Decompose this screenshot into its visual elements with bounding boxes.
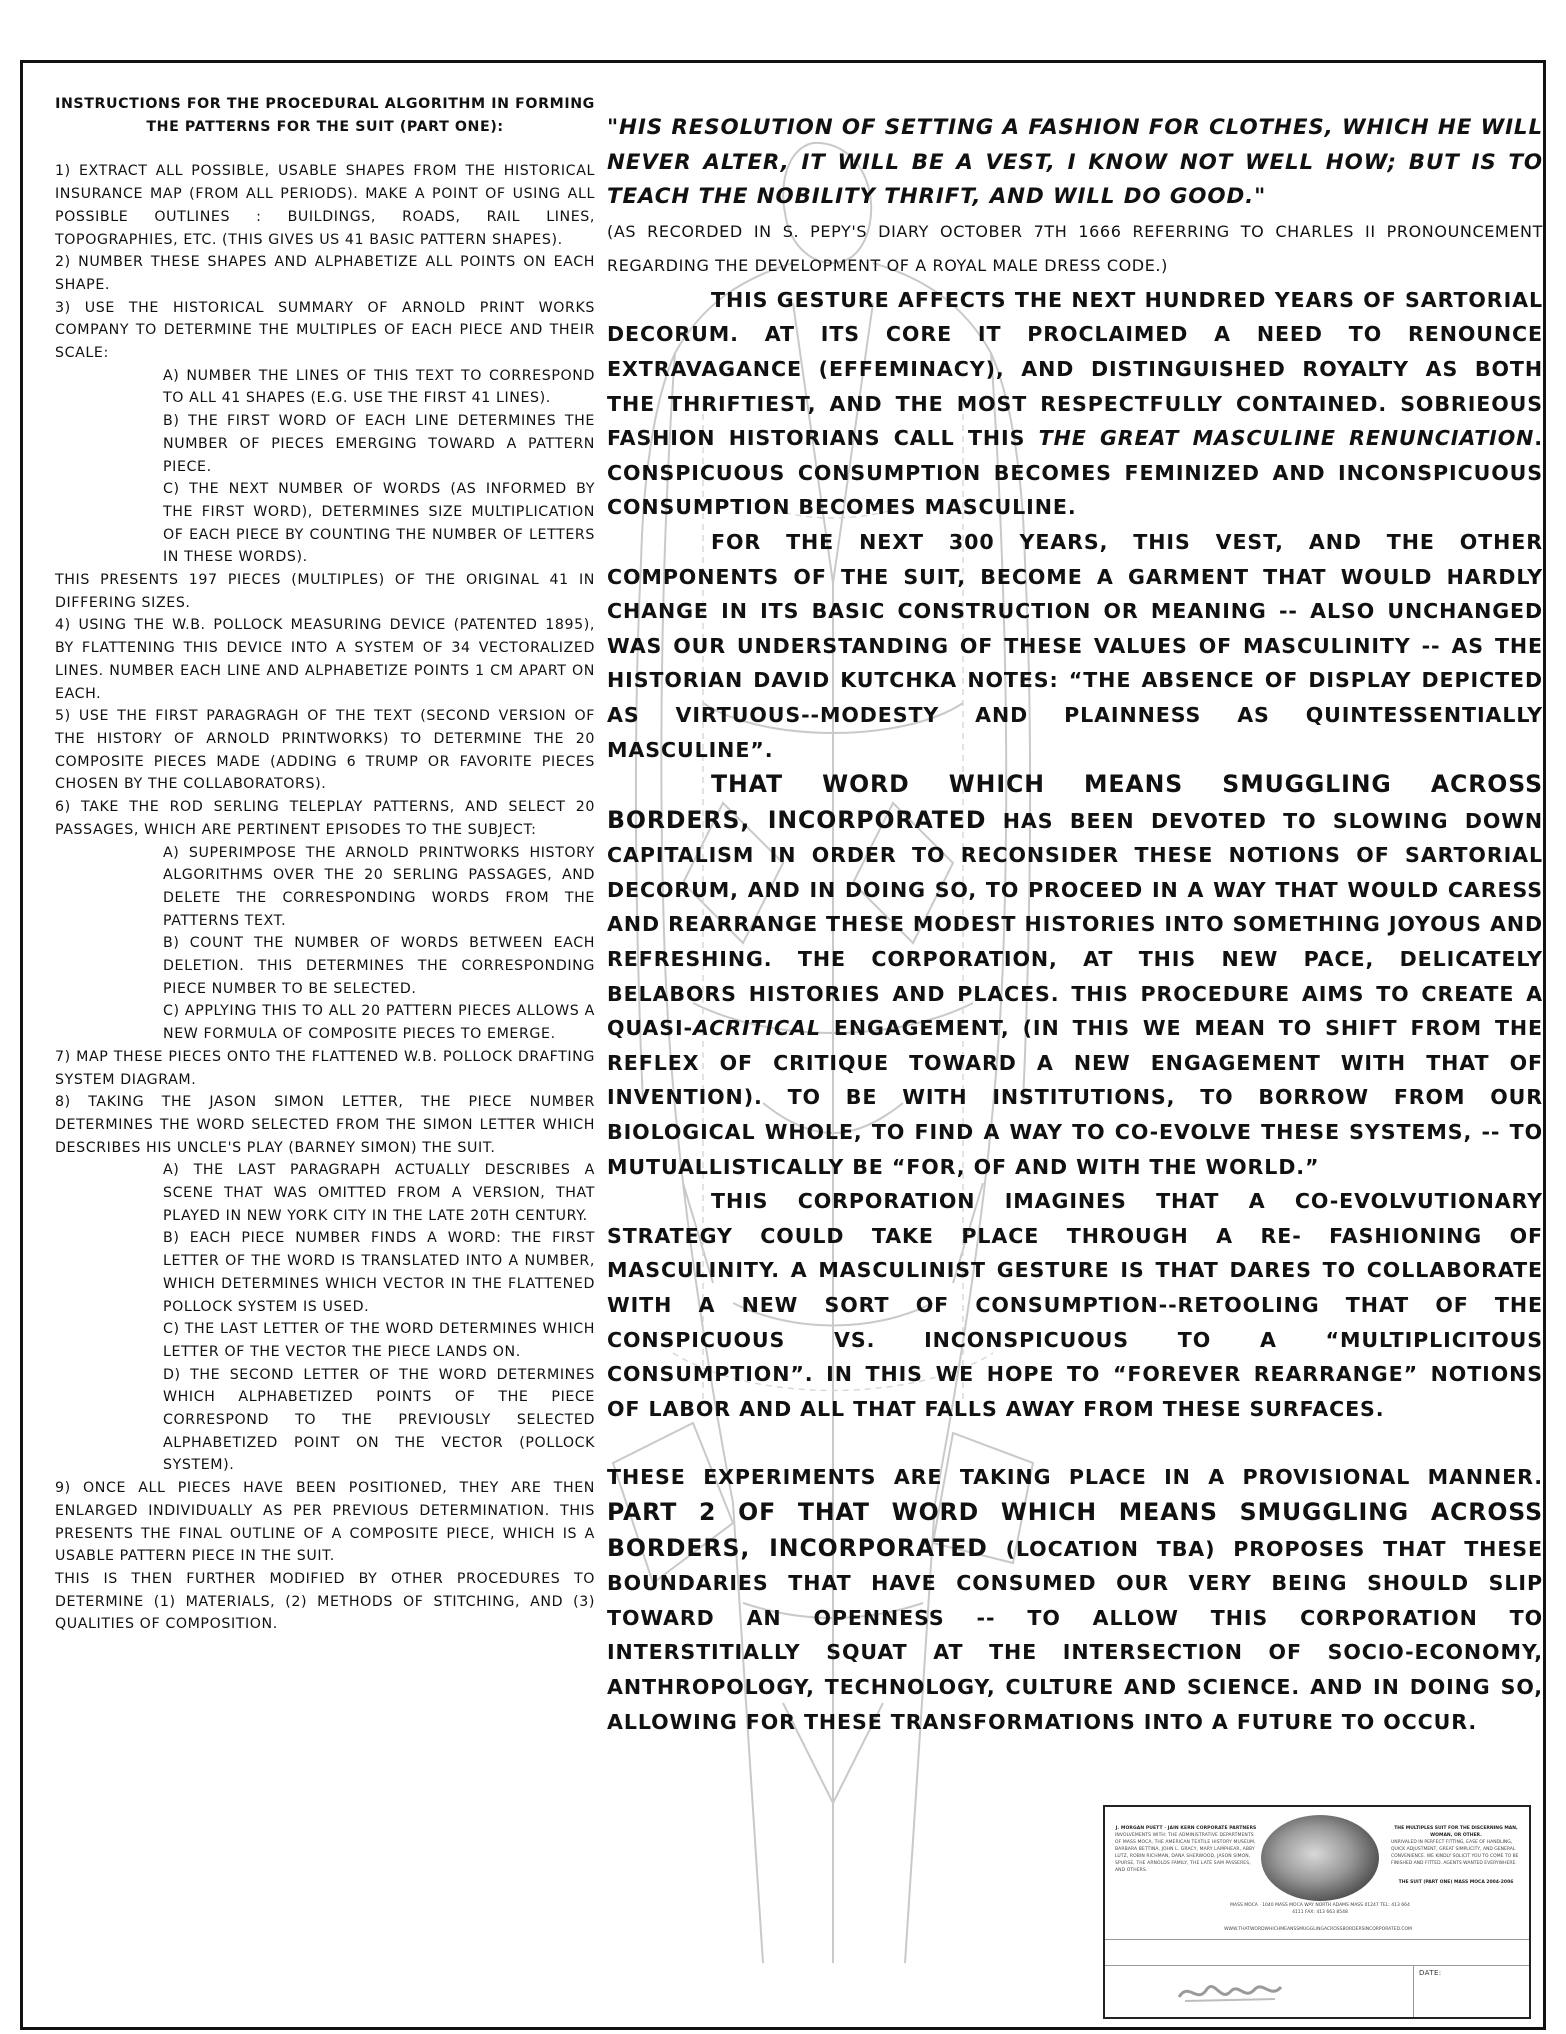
instruction-item: THIS PRESENTS 197 PIECES (MULTIPLES) OF THE ORIGINAL 41 IN DIFFERING SIZES. bbox=[55, 572, 595, 611]
document-sheet bbox=[20, 60, 1546, 2030]
instructions-heading-line-2: THE PATTERNS FOR THE SUIT (PART ONE): bbox=[146, 118, 504, 135]
instruction-item: A) THE LAST PARAGRAPH ACTUALLY DESCRIBES A SCENE THAT WAS OMITTED FROM A VERSION, THAT PLAYED IN NEW YORK CITY IN THE LATE 20TH CENTURY. bbox=[163, 1162, 595, 1224]
instruction-item: D) THE SECOND LETTER OF THE WORD DETERMINES WHICH ALPHABETIZED POINTS OF THE PIECE CORRESPOND TO THE PREVIOUSLY SELECTED ALPHABETIZED POINT ON THE VECTOR (POLLOCK SYSTEM). bbox=[163, 1366, 595, 1474]
instruction-item: 6) TAKE THE ROD SERLING TELEPLAY PATTERNS, AND SELECT 20 PASSAGES, WHICH ARE PERTINENT EPISODES TO THE SUBJECT: bbox=[55, 799, 595, 838]
instruction-item: 4) USING THE W.B. POLLOCK MEASURING DEVICE (PATENTED 1895), BY FLATTENING THIS DEVICE INTO A SYSTEM OF 34 VECTORALIZED LINES. NUMBER EACH LINE AND ALPHABETIZE POINTS 1 CM APART ON EACH. bbox=[55, 617, 595, 702]
instruction-item: B) EACH PIECE NUMBER FINDS A WORD: THE FIRST LETTER OF THE WORD IS TRANSLATED INTO A NUMBER, WHICH DETERMINES WHICH VECTOR IN THE FLATTENED POLLOCK SYSTEM IS USED. bbox=[163, 1230, 595, 1315]
card-suit-text: THE MULTIPLES SUIT FOR THE DISCERNING MAN, WOMAN, OR OTHER. UNRIVALED IN PERFECT FITTING, EASE OF HANDLING, QUICK ADJUSTMENT, GREAT SIMPLICITY, AND GENERAL CONVENIENCE. WE KINDLY SOLICIT YOU TO COME TO BE FINISHED AND FITTED. AGENTS WANTED EVERYWHERE. THE SUIT (PART ONE) MASS MOCA 2004-2006 bbox=[1391, 1826, 1519, 1885]
instruction-item: 8) TAKING THE JASON SIMON LETTER, THE PIECE NUMBER DETERMINES THE WORD SELECTED FROM THE SIMON LETTER WHICH DESCRIBES HIS UNCLE'S PLAY (BARNEY SIMON) THE SUIT. bbox=[55, 1094, 595, 1156]
essay-paragraph-4: THIS CORPORATION IMAGINES THAT A CO-EVOLVUTIONARY STRATEGY COULD TAKE PLACE THROUGH A RE- FASHIONING OF MASCULINITY. A MASCULINIST GESTURE IS THAT DARES TO COLLABORATE WITH A NEW SORT OF CONSUMPTION--RETOOLING THAT OF THE CONSPICUOUS VS. INCONSPICUOUS TO A “MULTIPLICITOUS CONSUMPTION”. IN THIS WE HOPE TO “FOREVER REARRANGE” NOTIONS OF LABOR AND ALL THAT FALLS AWAY FROM THESE SURFACES. bbox=[607, 1189, 1543, 1421]
card-divider bbox=[1105, 1939, 1529, 1940]
instruction-item: 2) NUMBER THESE SHAPES AND ALPHABETIZE ALL POINTS ON EACH SHAPE. bbox=[55, 254, 595, 293]
signature-stamp bbox=[1175, 1975, 1285, 2009]
corporation-name: THAT WORD WHICH MEANS SMUGGLING ACROSS BORDERS, INCORPORATED bbox=[607, 770, 1543, 834]
instruction-item: 5) USE THE FIRST PARAGRAGH OF THE TEXT (SECOND VERSION OF THE HISTORY OF ARNOLD PRINTWORKS) TO DETERMINE THE 20 COMPOSITE PIECES MADE (ADDING 6 TRUMP OR FAVORITE PIECES CHOSEN BY THE COLLABORATORS). bbox=[55, 708, 595, 793]
card-photo bbox=[1261, 1815, 1379, 1901]
instruction-item: C) APPLYING THIS TO ALL 20 PATTERN PIECES ALLOWS A NEW FORMULA OF COMPOSITE PIECES TO EMERGE. bbox=[163, 1003, 595, 1043]
instruction-item: C) THE LAST LETTER OF THE WORD DETERMINES WHICH LETTER OF THE VECTOR THE PIECE LANDS ON. bbox=[163, 1321, 595, 1360]
card-partners-text: J. MORGAN PUETT · JAIN KERN CORPORATE PARTNERS INVOLVEMENTS WITH: THE ADMINISTRATIVE DEPARTMENTS OF MASS MOCA, THE AMERICAN TEXTILE HISTORY MUSEUM, BARBARA BETTINA, JOHN L. GRACY, MARY LAMPHEAR, ABBY LUTZ, ROBIN RICHMAN, DANA SHERWOOD, JASON SIMON, SPURSE, THE ARNOLDS FAMILY, THE LATE SAM PASSERES, AND OTHERS. bbox=[1115, 1826, 1257, 1873]
card-divider bbox=[1105, 1965, 1529, 1966]
card-address: MASS MOCA · 1040 MASS MOCA WAY NORTH ADAMS MASS 01247 TEL: 413 664 4111 FAX: 413 663 8548 bbox=[1230, 1903, 1410, 1915]
quote-source: (AS RECORDED IN S. PEPY'S DIARY OCTOBER 7TH 1666 REFERRING TO CHARLES II PRONOUNCEMENT REGARDING THE DEVELOPMENT OF A ROYAL MALE DRESS CODE.) bbox=[607, 221, 1543, 275]
card-website: WWW.THATWORDWHICHMEANSSMUGGLINGACROSSBORDERSINCORPORATED.COM bbox=[1224, 1927, 1412, 1932]
pepys-quote: "HIS RESOLUTION OF SETTING A FASHION FOR CLOTHES, WHICH HE WILL NEVER ALTER, IT WILL BE A VEST, I KNOW NOT WELL HOW; BUT IS TO TEACH THE NOBILITY THRIFT, AND WILL DO GOOD." bbox=[607, 115, 1543, 210]
essay-paragraph-1: THIS GESTURE AFFECTS THE NEXT HUNDRED YEARS OF SARTORIAL DECORUM. AT ITS CORE IT PROCLAIMED A NEED TO RENOUNCE EXTRAVAGANCE (EFFEMINACY), AND DISTINGUISHED ROYALTY AS BOTH THE THRIFTIEST, AND THE MOST RESPECTFULLY CONTAINED. SOBRIEOUS FASHION HISTORIANS CALL THIS THE GREAT MASCULINE RENUNCIATION. CONSPICUOUS CONSUMPTION BECOMES FEMINIZED AND INCONSPICUOUS CONSUMPTION BECOMES MASCULINE. bbox=[607, 287, 1543, 520]
great-masculine-renunciation-term: THE GREAT MASCULINE RENUNCIATION bbox=[1038, 426, 1535, 451]
instruction-item: 7) MAP THESE PIECES ONTO THE FLATTENED W.B. POLLOCK DRAFTING SYSTEM DIAGRAM. bbox=[55, 1048, 595, 1088]
card-divider bbox=[1413, 1965, 1414, 2017]
instruction-item: THIS IS THEN FURTHER MODIFIED BY OTHER PROCEDURES TO DETERMINE (1) MATERIALS, (2) METHODS OF STITCHING, AND (3) QUALITIES OF COMPOSITION. bbox=[55, 1571, 595, 1633]
instruction-item: 1) EXTRACT ALL POSSIBLE, USABLE SHAPES FROM THE HISTORICAL INSURANCE MAP (FROM ALL PERIODS). MAKE A POINT OF USING ALL POSSIBLE OUTLINES : BUILDINGS, ROADS, RAIL LINES, TOPOGRAPHIES, ETC. (THIS GIVES US 41 BASIC PATTERN SHAPES). bbox=[55, 163, 595, 248]
instruction-item: 3) USE THE HISTORICAL SUMMARY OF ARNOLD PRINT WORKS COMPANY TO DETERMINE THE MULTIPLES OF EACH PIECE AND THEIR SCALE: bbox=[55, 299, 595, 362]
instructions-heading-line-1: INSTRUCTIONS FOR THE PROCEDURAL ALGORITHM IN FORMING bbox=[55, 96, 595, 112]
instructions-column bbox=[55, 93, 595, 1636]
instruction-item: A) SUPERIMPOSE THE ARNOLD PRINTWORKS HISTORY ALGORITHMS OVER THE 20 SERLING PASSAGES, AND DELETE THE CORRESPONDING WORDS FROM THE PATTERNS TEXT. bbox=[163, 844, 595, 929]
date-label: DATE: bbox=[1419, 1969, 1442, 1977]
acritical-term: ACRITICAL bbox=[692, 1016, 821, 1041]
instruction-item: B) THE FIRST WORD OF EACH LINE DETERMINES THE NUMBER OF PIECES EMERGING TOWARD A PATTERN PIECE. bbox=[163, 413, 595, 475]
essay-paragraph-2: FOR THE NEXT 300 YEARS, THIS VEST, AND THE OTHER COMPONENTS OF THE SUIT, BECOME A GARMENT THAT WOULD HARDLY CHANGE IN ITS BASIC CONSTRUCTION OR MEANING -- ALSO UNCHANGED WAS OUR UNDERSTANDING OF THESE VALUES OF MASCULINITY -- AS THE HISTORIAN DAVID KUTCHKA NOTES: “THE ABSENCE OF DISPLAY DEPICTED AS VIRTUOUS--MODESTY AND PLAINNESS AS QUINTESSENTIALLY MASCULINE”. bbox=[607, 529, 1543, 762]
essay-paragraph-5: THESE EXPERIMENTS ARE TAKING PLACE IN A PROVISIONAL MANNER. PART 2 OF THAT WORD WHICH MEANS SMUGGLING ACROSS BORDERS, INCORPORATED (LOCATION TBA) PROPOSES THAT THESE BOUNDARIES THAT HAVE CONSUMED OUR VERY BEING SHOULD SLIP TOWARD AN OPENNESS -- TO ALLOW THIS CORPORATION TO INTERSTITIALLY SQUAT AT THE INTERSECTION OF SOCIO-ECONOMY, ANTHROPOLOGY, TECHNOLOGY, CULTURE AND SCIENCE. AND IN DOING SO, ALLOWING FOR THESE TRANSFORMATIONS INTO A FUTURE TO OCCUR. bbox=[607, 1465, 1543, 1734]
instruction-item: C) THE NEXT NUMBER OF WORDS (AS INFORMED BY THE FIRST WORD), DETERMINES SIZE MULTIPLICATION OF EACH PIECE BY COUNTING THE NUMBER OF LETTERS IN THESE WORDS). bbox=[163, 481, 595, 566]
trade-card bbox=[1103, 1805, 1531, 2019]
instruction-item: B) COUNT THE NUMBER OF WORDS BETWEEN EACH DELETION. THIS DETERMINES THE CORRESPONDING PIECE NUMBER TO BE SELECTED. bbox=[163, 935, 595, 997]
essay-paragraph-3: THAT WORD WHICH MEANS SMUGGLING ACROSS BORDERS, INCORPORATED HAS BEEN DEVOTED TO SLOWING DOWN CAPITALISM IN ORDER TO RECONSIDER THESE NOTIONS OF SARTORIAL DECORUM, AND IN DOING SO, TO PROCEED IN A WAY THAT WOULD CARESS AND REARRANGE THESE MODEST HISTORIES INTO SOMETHING JOYOUS AND REFRESHING. THE CORPORATION, AT THIS NEW PACE, DELICATELY BELABORS HISTORIES AND PLACES. THIS PROCEDURE AIMS TO CREATE A QUASI-ACRITICAL ENGAGEMENT, (IN THIS WE MEAN TO SHIFT FROM THE REFLEX OF CRITIQUE TOWARD A NEW ENGAGEMENT WITH THAT OF INVENTION). TO BE WITH INSTITUTIONS, TO BORROW FROM OUR BIOLOGICAL WHOLE, TO FIND A WAY TO CO-EVOLVE THESE SYSTEMS, -- TO MUTUALLISTICALLY BE “FOR, OF AND WITH THE WORLD.” bbox=[607, 770, 1544, 1179]
corporation-part-2-name: PART 2 OF THAT WORD WHICH MEANS SMUGGLING ACROSS BORDERS, INCORPORATED bbox=[607, 1497, 1543, 1562]
instruction-item: A) NUMBER THE LINES OF THIS TEXT TO CORRESPOND TO ALL 41 SHAPES (E.G. USE THE FIRST 41 LINES). bbox=[163, 367, 595, 407]
instructions-list bbox=[55, 160, 595, 1636]
essay-column bbox=[607, 111, 1543, 1739]
instruction-item: 9) ONCE ALL PIECES HAVE BEEN POSITIONED, THEY ARE THEN ENLARGED INDIVIDUALLY AS PER PREVIOUS DETERMINATION. THIS PRESENTS THE FINAL OUTLINE OF A COMPOSITE PIECE, WHICH IS A USABLE PATTERN PIECE IN THE SUIT. bbox=[55, 1480, 595, 1565]
